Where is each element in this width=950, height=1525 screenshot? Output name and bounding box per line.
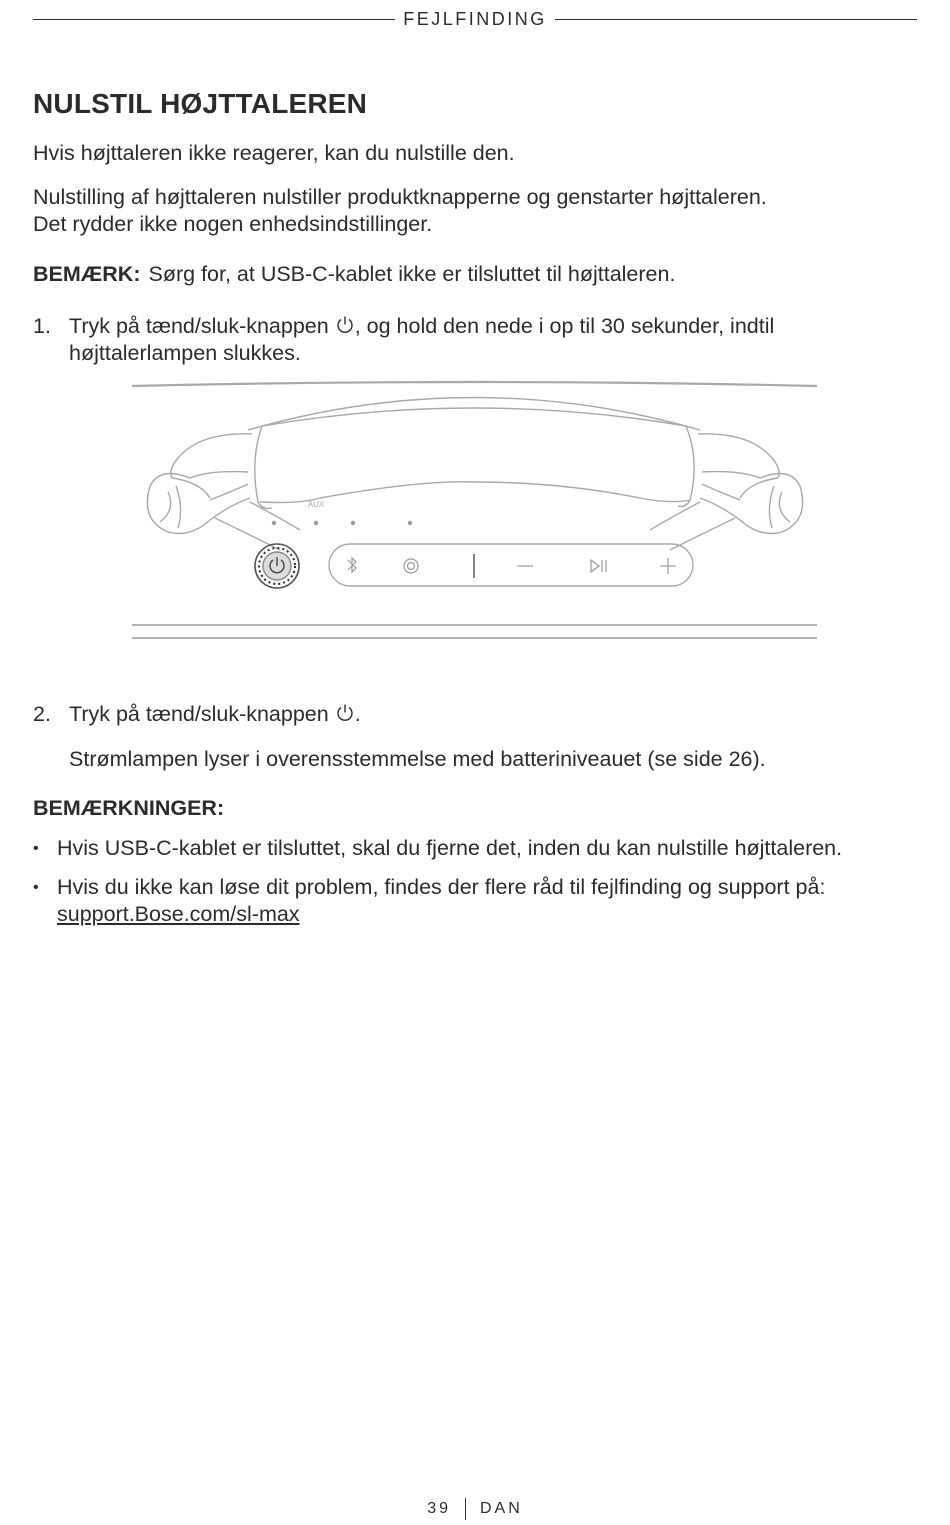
note	[33, 261, 675, 288]
reset-description	[33, 184, 913, 238]
bullet-text-line: Hvis du ikke kan løse dit problem, findes der flere råd til fejlfinding og support på:	[57, 875, 826, 899]
support-link[interactable]: support.Bose.com/sl-max	[57, 902, 300, 926]
play-pause-icon	[591, 560, 599, 572]
speaker-illustration	[0, 370, 950, 650]
step-text-part: , og hold den nede i op til 30 sekunder, indtil	[354, 314, 775, 338]
step-text-part: Tryk på tænd/sluk-knappen	[69, 702, 335, 726]
language-code: DAN	[480, 1500, 523, 1517]
step-text	[69, 313, 899, 367]
bluetooth-icon	[348, 558, 356, 572]
header-rule-right	[555, 19, 917, 20]
step-text-part: Tryk på tænd/sluk-knappen	[69, 314, 335, 338]
step-text-line2: højttalerlampen slukkes.	[69, 341, 301, 365]
bullet-text: Hvis USB-C-kablet er tilsluttet, skal du fjerne det, inden du kan nulstille højttaleren.	[57, 836, 843, 860]
step-text-part: .	[354, 702, 361, 726]
bullet-dot: •	[33, 840, 39, 857]
power-icon	[335, 703, 355, 723]
step-text	[69, 701, 899, 728]
page-footer	[0, 1498, 950, 1520]
notes-title: BEMÆRKNINGER:	[33, 796, 225, 820]
aux-label: AUX	[307, 500, 325, 509]
bullet-text	[57, 874, 927, 928]
step-2-detail: Strømlampen lyser i overensstemmelse med batteriniveauet (se side 26).	[69, 747, 766, 771]
note-label: BEMÆRK:	[33, 262, 141, 286]
power-icon	[335, 315, 355, 335]
bullet-dot: •	[33, 879, 39, 896]
page-title: NULSTIL HØJTTALEREN	[33, 88, 368, 119]
section-title: FEJLFINDING	[403, 8, 547, 29]
step-number: 2.	[33, 702, 51, 726]
reset-description-line1: Nulstilling af højttaleren nulstiller produktknapperne og genstarter højttaleren.	[33, 185, 767, 209]
footer-separator	[465, 1498, 466, 1520]
note-text: Sørg for, at USB-C-kablet ikke er tilsluttet til højttaleren.	[148, 262, 676, 286]
header-rule-left	[33, 19, 395, 20]
action-icon	[404, 559, 418, 573]
intro-text: Hvis højttaleren ikke reagerer, kan du nulstille den.	[33, 141, 515, 165]
reset-description-line2: Det rydder ikke nogen enhedsindstillinger.	[33, 212, 433, 236]
page-number: 39	[427, 1500, 451, 1517]
step-number: 1.	[33, 314, 51, 338]
section-header	[33, 8, 917, 30]
